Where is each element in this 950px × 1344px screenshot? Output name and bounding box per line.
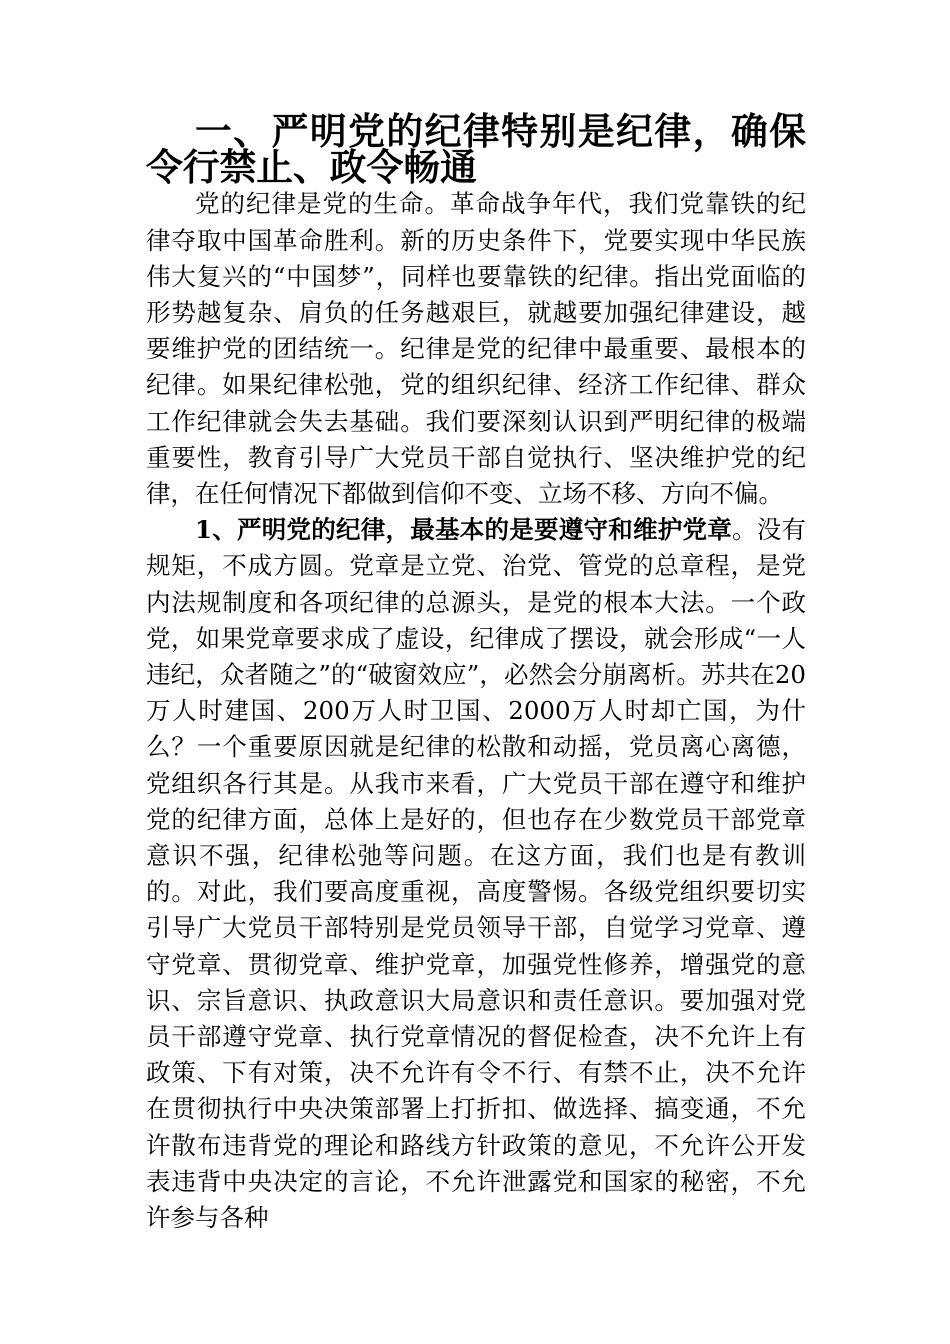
paragraph-party-constitution [146, 512, 806, 1236]
document-page [146, 110, 807, 1236]
paragraph-intro: 党的纪律是党的生命。革命战争年代，我们党靠铁的纪律夺取中国革命胜利。新的历史条件下，党要实现中华民族伟大复兴的“中国梦”，同样也要靠铁的纪律。指出党面临的形势越复杂、肩负的任务越艰巨，就越要加强纪律建设，越要维护党的团结统一。纪律是党的纪律中最重要、最根本的纪律。如果纪律松弛，党的组织纪律、经济工作纪律、群众工作纪律就会失去基础。我们要深刻认识到严明纪律的极端重要性，教育引导广大党员干部自觉执行、坚决维护党的纪律，在任何情况下都做到信仰不变、立场不移、方向不偏。 [146, 189, 806, 509]
section-heading: 一、严明党的纪律特别是纪律，确保令行禁止、政令畅通 [146, 110, 806, 190]
paragraph-lead-heading: 1、严明党的纪律，最基本的是要遵守和维护党章 [195, 515, 733, 545]
paragraph-body: 。没有规矩，不成方圆。党章是立党、治党、管党的总章程，是党内法规制度和各项纪律的总源头，是党的根本大法。一个政党，如果党章要求成了虚设，纪律成了摆设，就会形成“一人违纪，众者随之”的“破窗效应”，必然会分崩离析。苏共在20万人时建国、200万人时卫国、2000万人时却亡国，为什么？一个重要原因就是纪律的松散和动摇，党员离心离德，党组织各行其是。从我市来看，广大党员干部在遵守和维护党的纪律方面，总体上是好的，但也存在少数党员干部党章意识不强，纪律松弛等问题。在这方面，我们也是有教训的。对此，我们要高度重视，高度警惕。各级党组织要切实引导广大党员干部特别是党员领导干部，自觉学习党章、遵守党章、贯彻党章、维护党章，加强党性修养，增强党的意识、宗旨意识、执政意识大局意识和责任意识。要加强对党员干部遵守党章、执行党章情况的督促检查，决不允许上有政策、下有对策，决不允许有令不行、有禁不止，决不允许在贯彻执行中央决策部署上打折扣、做选择、搞变通，不允许散布违背党的理论和路线方针政策的意见，不允许公开发表违背中央决定的言论，不允许泄露党和国家的秘密，不允许参与各种 [146, 515, 807, 1233]
